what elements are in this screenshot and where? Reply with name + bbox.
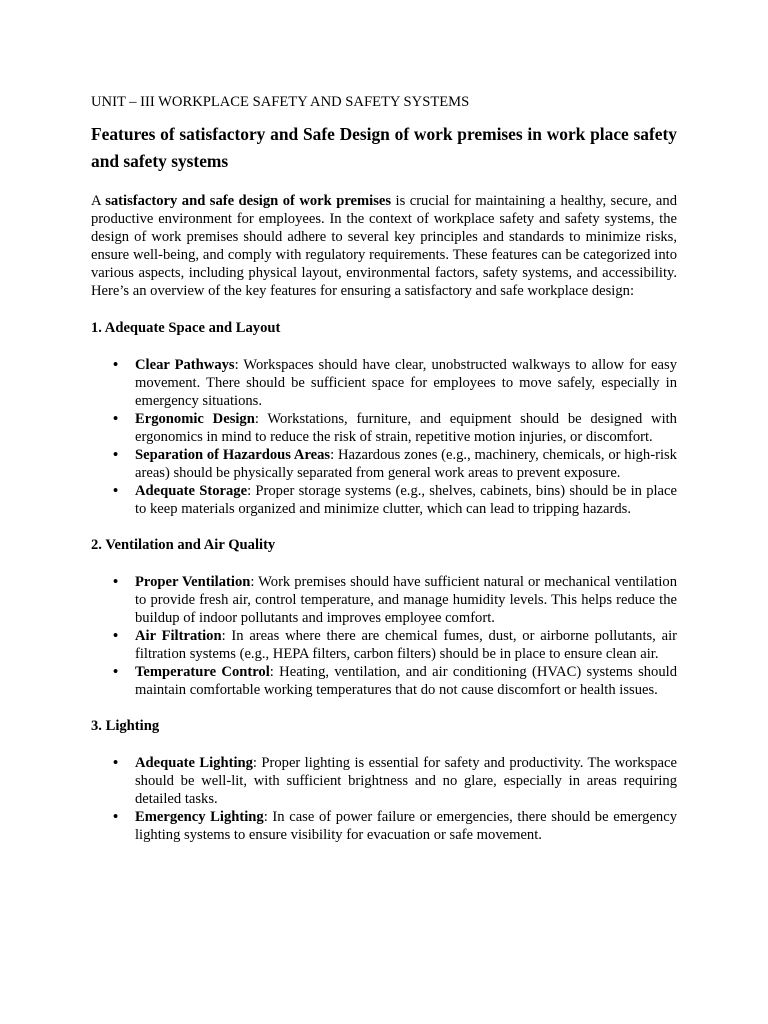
item-term: Adequate Storage	[135, 483, 248, 499]
list-item	[91, 482, 677, 518]
intro-rest: is crucial for maintaining a healthy, secure, and productive environment for employees. In the context of workplace safety and safety systems, the design of work premises should adhere to several key principles and standards to minimize risks, ensure well-being, and comply with regulatory requirements. These features can be categorized into various aspects, including physical layout, environmental factors, safety systems, and accessibility. Here’s an overview of the key features for ensuring a satisfactory and safe workplace design:	[91, 193, 677, 299]
item-term: Separation of Hazardous Areas	[135, 447, 331, 463]
item-text: : Proper lighting is essential for safety and productivity. The workspace should be well-lit, with sufficient brightness and no glare, especially in areas requiring detailed tasks.	[135, 755, 677, 807]
item-term: Proper Ventilation	[135, 574, 251, 590]
section-list-lighting	[91, 754, 677, 844]
item-text: : Heating, ventilation, and air conditioning (HVAC) systems should maintain comfortable working temperatures that do not cause discomfort or health issues.	[135, 664, 677, 698]
section-heading-lighting: 3. Lighting	[91, 718, 160, 734]
item-text: : Proper storage systems (e.g., shelves, cabinets, bins) should be in place to keep materials organized and minimize clutter, which can lead to tripping hazards.	[135, 483, 677, 517]
item-term: Adequate Lighting	[135, 755, 253, 771]
item-term: Ergonomic Design	[135, 411, 255, 427]
bullet-icon: •	[113, 574, 119, 590]
list-item	[91, 627, 677, 663]
unit-title: UNIT – III WORKPLACE SAFETY AND SAFETY SYSTEMS	[91, 94, 470, 110]
document-title: Features of satisfactory and Safe Design of work premises in work place safety and safety systems	[91, 124, 677, 171]
item-text: : Hazardous zones (e.g., machinery, chemicals, or high-risk areas) should be physically separated from general work areas to prevent exposure.	[135, 447, 677, 481]
document-page	[91, 93, 677, 862]
item-text: : Workstations, furniture, and equipment should be designed with ergonomics in mind to reduce the risk of strain, repetitive motion injuries, or discomfort.	[135, 411, 677, 445]
list-item	[91, 573, 677, 627]
item-term: Temperature Control	[135, 664, 270, 680]
list-item	[91, 446, 677, 482]
item-term: Clear Pathways	[135, 357, 235, 373]
intro-paragraph	[91, 192, 677, 300]
bullet-icon: •	[113, 447, 119, 463]
bullet-icon: •	[113, 628, 119, 644]
list-item	[91, 663, 677, 699]
item-term: Emergency Lighting	[135, 809, 264, 825]
item-text: : In areas where there are chemical fumes, dust, or airborne pollutants, air filtration systems (e.g., HEPA filters, carbon filters) should be in place to ensure clean air.	[135, 628, 677, 662]
bullet-icon: •	[113, 483, 119, 499]
list-item	[91, 356, 677, 410]
item-text: : Workspaces should have clear, unobstructed walkways to allow for easy movement. There should be sufficient space for employees to move safely, especially in emergency situations.	[135, 357, 677, 409]
bullet-icon: •	[113, 664, 119, 680]
section-heading-space-layout: 1. Adequate Space and Layout	[91, 320, 281, 336]
section-list-space-layout	[91, 356, 677, 518]
list-item	[91, 754, 677, 808]
list-item	[91, 808, 677, 844]
section-list-ventilation	[91, 573, 677, 699]
list-item	[91, 410, 677, 446]
item-text: : Work premises should have sufficient natural or mechanical ventilation to provide fresh air, control temperature, and manage humidity levels. This helps reduce the buildup of indoor pollutants and improves employee comfort.	[135, 574, 677, 626]
bullet-icon: •	[113, 809, 119, 825]
section-heading-ventilation: 2. Ventilation and Air Quality	[91, 537, 276, 553]
intro-lead: A	[91, 193, 106, 209]
bullet-icon: •	[113, 411, 119, 427]
item-text: : In case of power failure or emergencies, there should be emergency lighting systems to ensure visibility for evacuation or safe movement.	[135, 809, 677, 843]
item-term: Air Filtration	[135, 628, 222, 644]
bullet-icon: •	[113, 755, 119, 771]
bullet-icon: •	[113, 357, 119, 373]
intro-bold-phrase: satisfactory and safe design of work premises	[105, 193, 392, 209]
